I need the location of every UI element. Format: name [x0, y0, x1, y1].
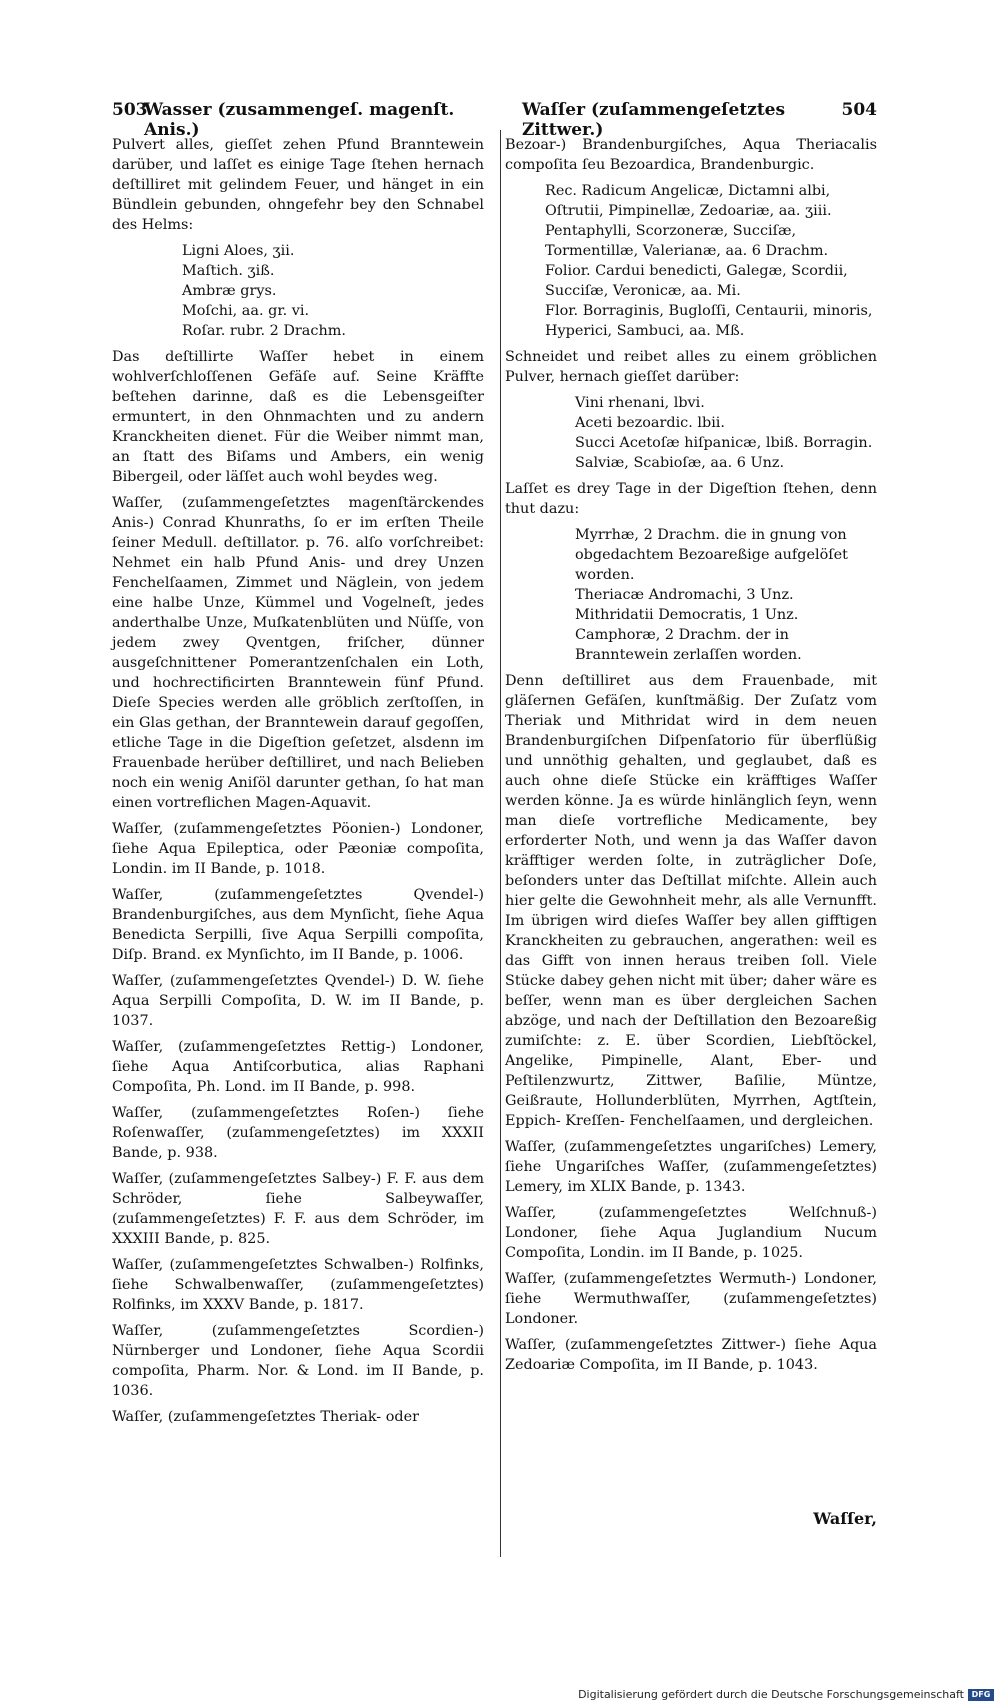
entry: Waſſer, (zuſammengeſetztes Wermuth-) Londoner, ſiehe Wermuthwaſſer, (zuſammengeſetztes) Londoner.	[505, 1271, 877, 1327]
entry: Waſſer, (zuſammengeſetztes Roſen-) ſiehe Roſenwaſſer, (zuſammengeſetztes) im XXXII Bande, p. 938.	[112, 1105, 484, 1161]
footer	[578, 1688, 994, 1701]
ingredient-item: Ambræ grys.	[182, 283, 277, 299]
ingredient-list	[112, 241, 484, 341]
ingredient-item: Myrrhæ, 2 Drachm. die in gnung von obgedachtem Bezoareßige aufgelöſet worden.	[575, 527, 848, 583]
ingredient-item: Roſar. rubr. 2 Drachm.	[182, 323, 346, 339]
recipe-list	[505, 181, 877, 341]
recipe-item: Folior. Cardui benedicti, Galegæ, Scordii, Succiſæ, Veronicæ, aa. Mi.	[545, 263, 848, 299]
ingredient-item: Mithridatii Democratis, 1 Unz.	[575, 607, 799, 623]
ingredient-item: Moſchi, aa. gr. vi.	[182, 303, 310, 319]
ingredient-item: Vini rhenani, lbvi.	[575, 395, 705, 411]
ingredient-item: Theriacæ Andromachi, 3 Unz.	[575, 587, 794, 603]
ingredient-list	[505, 525, 877, 665]
entry: Waſſer, (zuſammengeſetztes Scordien-) Nürnberger und Londoner, ſiehe Aqua Scordii compoſita, Pharm. Nor. & Lond. im II Bande, p. 1036.	[112, 1323, 484, 1399]
entry: Waſſer, (zuſammengeſetztes Theriak- oder	[112, 1409, 419, 1425]
column-divider	[500, 130, 501, 1557]
left-column	[112, 135, 484, 1433]
entry: Waſſer, (zuſammengeſetztes Pöonien-) Londoner, ſiehe Aqua Epileptica, oder Pæoniæ compoſita, Londin. im II Bande, p. 1018.	[112, 821, 484, 877]
entry: Waſſer, (zuſammengeſetztes Salbey-) F. F. aus dem Schröder, ſiehe Salbeywaſſer, (zuſammengeſetztes) F. F. aus dem Schröder, im XXXIII Bande, p. 825.	[112, 1171, 484, 1247]
paragraph: Laſſet es drey Tage in der Digeſtion ſtehen, denn thut dazu:	[505, 481, 877, 517]
right-column	[505, 135, 877, 1381]
paragraph: Das deſtillirte Waſſer hebet in einem wohlverſchloſſenen Gefäſe auf. Seine Kräffte beſtehen darinne, daß es die Lebensgeiſter ermuntert, in den Ohnmachten und zu andern Kranckheiten dienet. Für die Weiber nimmt man, an ſtatt des Biſams und Ambers, ein wenig Bibergeil, oder läſſet auch wohl beydes weg.	[112, 349, 484, 485]
entry: Waſſer, (zuſammengeſetztes Schwalben-) Rolfinks, ſiehe Schwalbenwaſſer, (zuſammengeſetztes) Rolfinks, im XXXV Bande, p. 1817.	[112, 1257, 484, 1313]
entry: Waſſer, (zuſammengeſetztes magenſtärckendes Anis-) Conrad Khunraths, ſo er im erſten Theile ſeiner Medull. deſtillator. p. 76. alſo vorſchreibet: Nehmet ein halb Pfund Anis- und drey Unzen Fenchelſaamen, Zimmet und Näglein, von jedem eine halbe Unze, Kümmel und Vogelneſt, jedes anderthalbe Unze, Muſkatenblüten und Nüſſe, von jedem zwey Qventgen, friſcher, dünner ausgeſchnittener Pomerantzenſchalen ein Loth, und hochrectificirten Branntewein fünf Pfund. Dieſe Species werden alle gröblich zerſtoſſen, in ein Glas gethan, der Branntewein darauf gegoſſen, etliche Tage in die Digeſtion geſetzet, alsdenn im Frauenbade herüber deſtilliret, und nach Belieben noch ein wenig Aniſöl darunter gethan, ſo hat man einen vortreflichen Magen-Aquavit.	[112, 495, 484, 811]
ingredient-item: Aceti bezoardic. lbii.	[575, 415, 725, 431]
running-title-left: Wasser (zusammengeſ. magenſt. Anis.)	[144, 100, 455, 140]
running-title-right: Waſſer (zuſammengeſetztes Zittwer.)	[522, 100, 786, 140]
entry: Bezoar-) Brandenburgiſches, Aqua Theriacalis compoſita ſeu Bezoardica, Brandenburgic.	[505, 137, 877, 173]
entry: Waſſer, (zuſammengeſetztes Qvendel-) Brandenburgiſches, aus dem Mynſicht, ſiehe Aqua Benedicta Serpilli, ſive Aqua Serpilli compoſita, Diſp. Brand. ex Mynſichto, im II Bande, p. 1006.	[112, 887, 484, 963]
entry: Waſſer, (zuſammengeſetztes ungariſches) Lemery, ſiehe Ungariſches Waſſer, (zuſammengeſetztes) Lemery, im XLIX Bande, p. 1343.	[505, 1139, 877, 1195]
ingredient-list	[505, 393, 877, 473]
entry: Waſſer, (zuſammengeſetztes Welſchnuß-) Londoner, ſiehe Aqua Juglandium Nucum Compoſita, Londin. im II Bande, p. 1025.	[505, 1205, 877, 1261]
dfg-logo: DFG	[968, 1689, 994, 1701]
paragraph: Denn deſtilliret aus dem Frauenbade, mit gläſernen Gefäſen, kunſtmäßig. Der Zuſatz vom Theriak und Mithridat wird in dem neuen Brandenburgiſchen Diſpenſatorio für überflüßig und unnöthig gehalten, und geglaubet, daß es auch ohne dieſe Stücke ein kräfftiges Waſſer werden könne. Ja es würde hinlänglich ſeyn, wenn man dieſe vortrefliche Medicamente, bey erforderter Noth, und wenn ja das Waſſer davon kräfftiger werden ſolte, in zuträglicher Doſe, beſonders unter das Deſtillat miſchte. Allein auch hier gelte die Gewohnheit mehr, als alle Vernunfft. Im übrigen wird dieſes Waſſer bey allen gifftigen Kranckheiten zu gebrauchen, angerathen: weil es das Gifft von innen heraus treiben ſoll. Viele Stücke dabey gehen nicht mit über; daher wäre es beſſer, wenn man es über dergleichen Sachen abzöge, und nach der Deſtillation den Bezoareßig zumiſchte: z. E. über Scordien, Liebſtöckel, Angelike, Pimpinelle, Alant, Eber- und Peſtilenzwurtz, Zittwer, Baſilie, Müntze, Geißraute, Hollunderblüten, Myrrhen, Agtſtein, Eppich- Kreſſen- Fenchelſaamen, und dergleichen.	[505, 673, 877, 1129]
footer-text: Digitalisierung gefördert durch die Deutsche Forschungsgemeinschaft	[578, 1688, 964, 1701]
recipe-item: Rec. Radicum Angelicæ, Dictamni albi, Oſtrutii, Pimpinellæ, Zedoariæ, aa. ʒiii.	[545, 183, 832, 219]
recipe-item: Flor. Borraginis, Bugloſſi, Centaurii, minoris, Hyperici, Sambuci, aa. Mß.	[545, 303, 873, 339]
paragraph: Schneidet und reibet alles zu einem gröblichen Pulver, hernach gieſſet darüber:	[505, 349, 877, 385]
catchword: Waſſer,	[813, 1509, 877, 1528]
entry: Waſſer, (zuſammengeſetztes Rettig-) Londoner, ſiehe Aqua Antiſcorbutica, alias Raphani Compoſita, Ph. Lond. im II Bande, p. 998.	[112, 1039, 484, 1095]
ingredient-item: Maſtich. ʒiß.	[182, 263, 275, 279]
paragraph: Pulvert alles, gieſſet zehen Pfund Branntewein darüber, und laſſet es einige Tage ſtehen hernach deſtilliret mit gelindem Feuer, und hänget in ein Bündlein gebunden, ohngefehr bey den Schnabel des Helms:	[112, 137, 484, 233]
ingredient-item: Ligni Aloes, ʒii.	[182, 243, 295, 259]
ingredient-item: Camphoræ, 2 Drachm. der in Branntewein zerlaſſen worden.	[575, 627, 802, 663]
page-number-right: 504	[841, 100, 877, 120]
running-header	[112, 100, 877, 140]
entry: Waſſer, (zuſammengeſetztes Qvendel-) D. W. ſiehe Aqua Serpilli Compoſita, D. W. im II Bande, p. 1037.	[112, 973, 484, 1029]
entry: Waſſer, (zuſammengeſetztes Zittwer-) ſiehe Aqua Zedoariæ Compoſita, im II Bande, p. 1043.	[505, 1337, 877, 1373]
ingredient-item: Succi Acetoſæ hiſpanicæ, lbiß. Borragin. Salviæ, Scabioſæ, aa. 6 Unz.	[575, 435, 873, 471]
recipe-item: Pentaphylli, Scorzoneræ, Succiſæ, Tormentillæ, Valerianæ, aa. 6 Drachm.	[545, 223, 829, 259]
page-number-left: 503	[112, 100, 148, 120]
